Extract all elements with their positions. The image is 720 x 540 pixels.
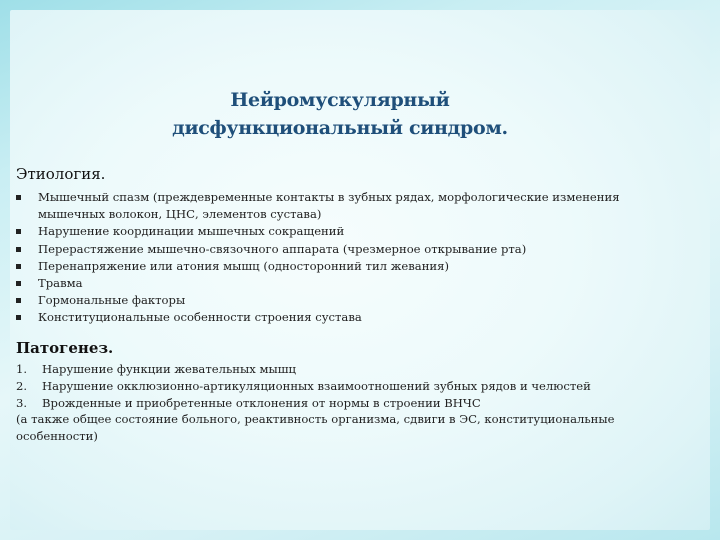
list-item-text: Гормональные факторы [38,293,186,308]
list-item-text: Травма [38,276,83,291]
bullet-icon [16,229,21,234]
list-item [16,223,706,240]
list-item-text: Мышечный спазм (преждевременные контакты в зубных рядах, морфологические изменения [38,190,620,204]
list-item [16,292,706,309]
list-item-text-continued: мышечных волокон, ЦНС, элементов сустава) [38,207,322,222]
etiology-heading: Этиология. [16,165,106,183]
list-item [16,275,706,292]
pathogenesis-note: (а также общее состояние больного, реактивность организма, сдвиги в ЭС, конституциональные особенности) [16,412,615,444]
title-line-2: дисфункциональный синдром. [172,117,508,139]
list-item-text: Перенапряжение или атония мышц (односторонний тил жевания) [38,258,449,273]
pathogenesis-heading: Патогенез. [16,339,114,357]
list-item [16,241,706,258]
list-item-text: Врожденные и приобретенные отклонения от нормы в строении ВНЧС [42,396,481,411]
list-item [16,309,706,326]
list-item-number: 3. [16,396,28,411]
bullet-icon [16,247,21,252]
list-item-text: Нарушение функции жевательных мышц [42,362,296,376]
list-item-number: 2. [16,379,28,394]
pathogenesis-list [16,361,706,413]
list-item [16,258,706,275]
bullet-icon [16,315,21,320]
slide-title [150,86,530,142]
bullet-icon [16,264,21,269]
list-item-text: Перерастяжение мышечно-связочного аппарата (чрезмерное открывание рта) [38,241,527,256]
list-item-text: Конституциональные особенности строения сустава [38,310,362,325]
list-item [16,189,706,223]
title-line-1: Нейромускулярный [230,89,450,111]
list-item-text: Нарушение координации мышечных сокращений [38,224,345,239]
bullet-icon [16,298,21,303]
etiology-list [16,189,706,327]
bullet-icon [16,281,21,286]
list-item [16,361,706,378]
list-item-text: Нарушение окклюзионно-артикуляционных взаимоотношений зубных рядов и челюстей [42,379,591,394]
list-item-number: 1. [16,362,28,376]
list-item [16,378,706,395]
bullet-icon [16,195,21,200]
